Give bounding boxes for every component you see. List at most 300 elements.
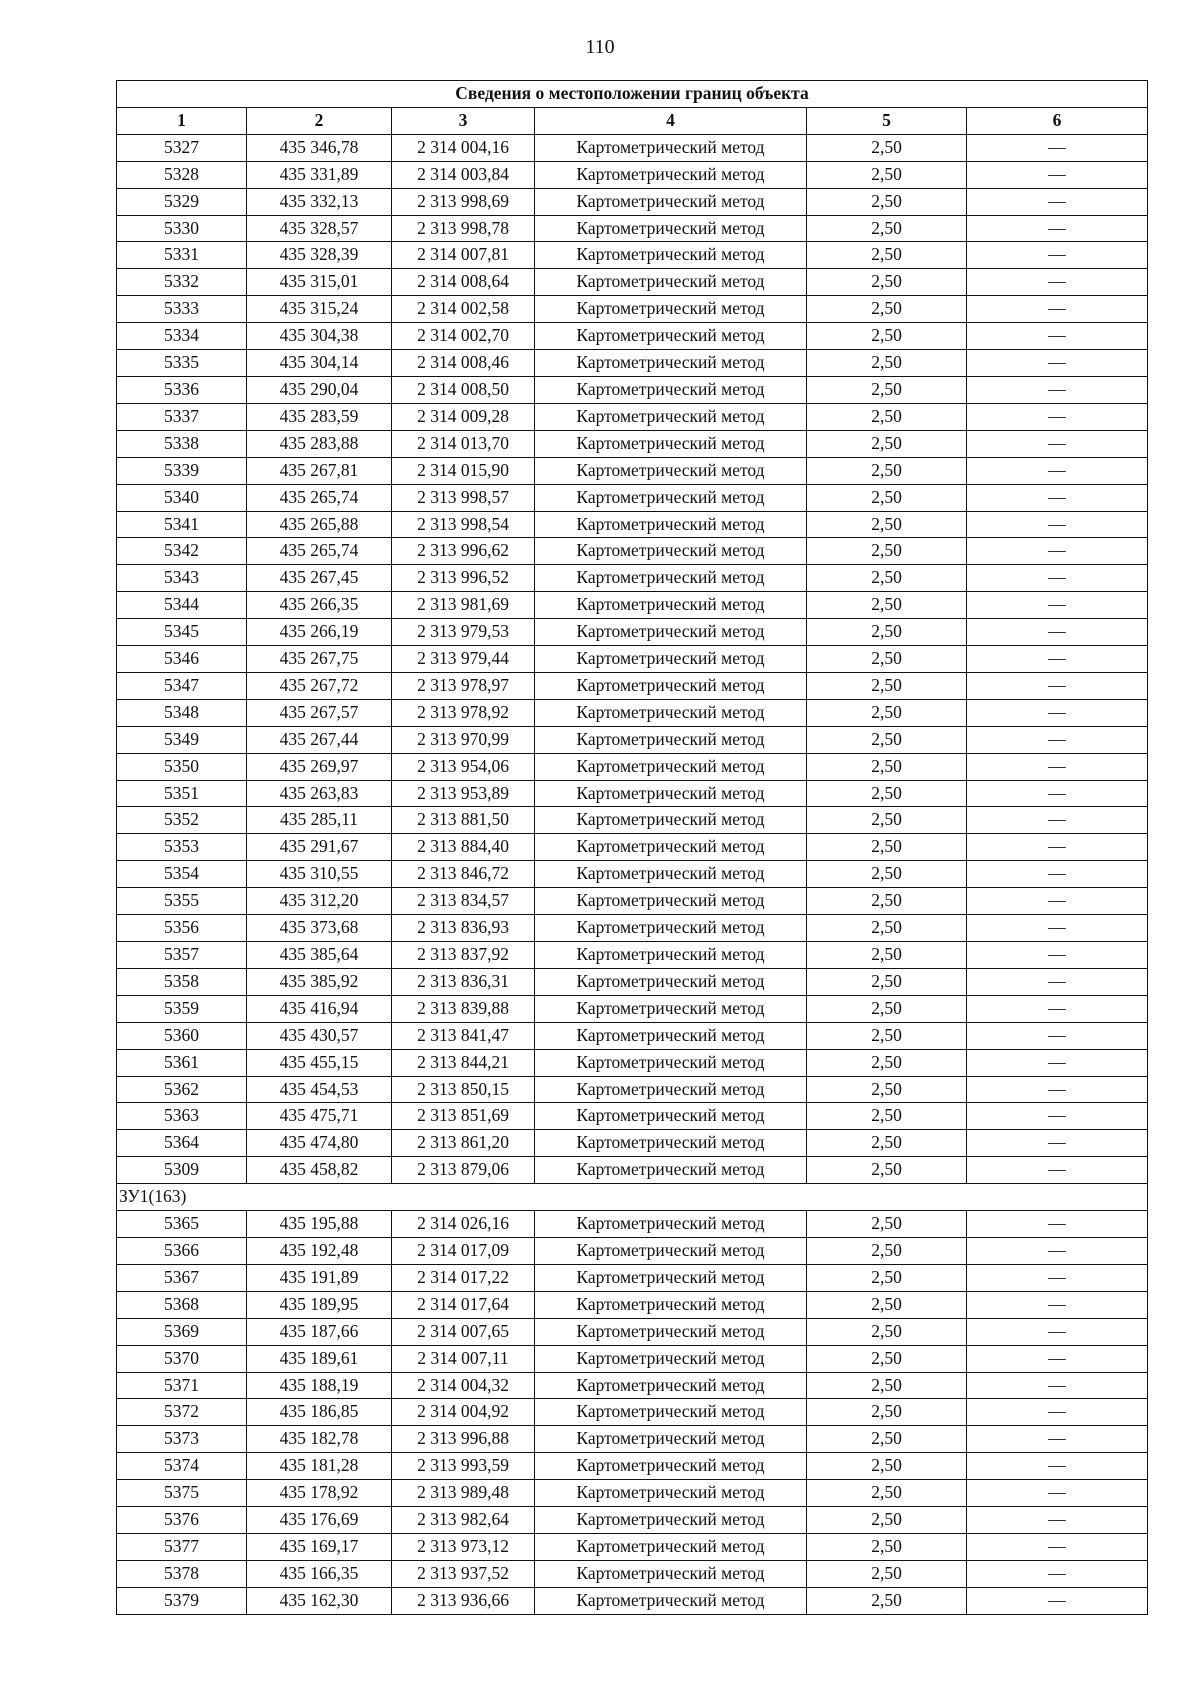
- y-coordinate: 2 314 013,70: [392, 430, 535, 457]
- table-row: [117, 430, 1148, 457]
- point-number: 5360: [117, 1022, 247, 1049]
- determination-method: Картометрический метод: [535, 726, 807, 753]
- description: —: [967, 1426, 1148, 1453]
- point-number: 5336: [117, 376, 247, 403]
- y-coordinate: 2 313 978,97: [392, 672, 535, 699]
- column-number: 4: [535, 107, 807, 134]
- y-coordinate: 2 313 841,47: [392, 1022, 535, 1049]
- y-coordinate: 2 313 846,72: [392, 861, 535, 888]
- y-coordinate: 2 313 973,12: [392, 1533, 535, 1560]
- accuracy-value: 2,50: [807, 1507, 967, 1534]
- accuracy-value: 2,50: [807, 565, 967, 592]
- point-number: 5349: [117, 726, 247, 753]
- page-number: 110: [585, 36, 615, 58]
- table-row: [117, 1103, 1148, 1130]
- description: —: [967, 296, 1148, 323]
- table-row: [117, 646, 1148, 673]
- determination-method: Картометрический метод: [535, 538, 807, 565]
- point-number: 5375: [117, 1480, 247, 1507]
- point-number: 5346: [117, 646, 247, 673]
- accuracy-value: 2,50: [807, 619, 967, 646]
- point-number: 5329: [117, 188, 247, 215]
- determination-method: Картометрический метод: [535, 1533, 807, 1560]
- accuracy-value: 2,50: [807, 1533, 967, 1560]
- x-coordinate: 435 181,28: [247, 1453, 392, 1480]
- accuracy-value: 2,50: [807, 134, 967, 161]
- description: —: [967, 484, 1148, 511]
- determination-method: Картометрический метод: [535, 619, 807, 646]
- x-coordinate: 435 186,85: [247, 1399, 392, 1426]
- table-row: [117, 753, 1148, 780]
- determination-method: Картометрический метод: [535, 430, 807, 457]
- x-coordinate: 435 267,72: [247, 672, 392, 699]
- point-number: 5367: [117, 1264, 247, 1291]
- x-coordinate: 435 291,67: [247, 834, 392, 861]
- table-row: [117, 1345, 1148, 1372]
- table-row: [117, 1318, 1148, 1345]
- x-coordinate: 435 315,01: [247, 269, 392, 296]
- y-coordinate: 2 313 998,57: [392, 484, 535, 511]
- section-label: ЗУ1(163): [117, 1184, 1148, 1211]
- accuracy-value: 2,50: [807, 161, 967, 188]
- accuracy-value: 2,50: [807, 861, 967, 888]
- table-row: [117, 968, 1148, 995]
- accuracy-value: 2,50: [807, 1237, 967, 1264]
- table-row: [117, 1022, 1148, 1049]
- description: —: [967, 1533, 1148, 1560]
- accuracy-value: 2,50: [807, 1453, 967, 1480]
- table-row: [117, 1533, 1148, 1560]
- column-number: 6: [967, 107, 1148, 134]
- table-row: [117, 888, 1148, 915]
- accuracy-value: 2,50: [807, 376, 967, 403]
- accuracy-value: 2,50: [807, 269, 967, 296]
- determination-method: Картометрический метод: [535, 134, 807, 161]
- y-coordinate: 2 314 017,09: [392, 1237, 535, 1264]
- table-row: [117, 726, 1148, 753]
- y-coordinate: 2 313 996,62: [392, 538, 535, 565]
- accuracy-value: 2,50: [807, 672, 967, 699]
- determination-method: Картометрический метод: [535, 484, 807, 511]
- description: —: [967, 780, 1148, 807]
- point-number: 5334: [117, 323, 247, 350]
- description: —: [967, 1211, 1148, 1238]
- y-coordinate: 2 313 836,93: [392, 915, 535, 942]
- determination-method: Картометрический метод: [535, 1587, 807, 1614]
- determination-method: Картометрический метод: [535, 753, 807, 780]
- table-row: [117, 403, 1148, 430]
- table-row: [117, 1560, 1148, 1587]
- table-row: [117, 834, 1148, 861]
- y-coordinate: 2 313 861,20: [392, 1130, 535, 1157]
- determination-method: Картометрический метод: [535, 1560, 807, 1587]
- determination-method: Картометрический метод: [535, 376, 807, 403]
- determination-method: Картометрический метод: [535, 942, 807, 969]
- determination-method: Картометрический метод: [535, 1103, 807, 1130]
- table-row: [117, 1076, 1148, 1103]
- x-coordinate: 435 191,89: [247, 1264, 392, 1291]
- description: —: [967, 457, 1148, 484]
- description: —: [967, 968, 1148, 995]
- determination-method: Картометрический метод: [535, 1480, 807, 1507]
- y-coordinate: 2 313 982,64: [392, 1507, 535, 1534]
- point-number: 5355: [117, 888, 247, 915]
- y-coordinate: 2 314 017,64: [392, 1291, 535, 1318]
- y-coordinate: 2 313 998,69: [392, 188, 535, 215]
- x-coordinate: 435 267,57: [247, 699, 392, 726]
- description: —: [967, 942, 1148, 969]
- table-row: [117, 269, 1148, 296]
- table-row: [117, 1372, 1148, 1399]
- accuracy-value: 2,50: [807, 484, 967, 511]
- description: —: [967, 1157, 1148, 1184]
- point-number: 5342: [117, 538, 247, 565]
- point-number: 5368: [117, 1291, 247, 1318]
- accuracy-value: 2,50: [807, 1345, 967, 1372]
- x-coordinate: 435 458,82: [247, 1157, 392, 1184]
- point-number: 5330: [117, 215, 247, 242]
- y-coordinate: 2 314 004,16: [392, 134, 535, 161]
- y-coordinate: 2 314 008,46: [392, 350, 535, 377]
- description: —: [967, 134, 1148, 161]
- table-row: [117, 672, 1148, 699]
- y-coordinate: 2 313 881,50: [392, 807, 535, 834]
- description: —: [967, 1372, 1148, 1399]
- description: —: [967, 350, 1148, 377]
- description: —: [967, 672, 1148, 699]
- table-row: [117, 188, 1148, 215]
- point-number: 5370: [117, 1345, 247, 1372]
- x-coordinate: 435 285,11: [247, 807, 392, 834]
- accuracy-value: 2,50: [807, 915, 967, 942]
- description: —: [967, 1130, 1148, 1157]
- x-coordinate: 435 454,53: [247, 1076, 392, 1103]
- table-row: [117, 1157, 1148, 1184]
- description: —: [967, 1022, 1148, 1049]
- determination-method: Картометрический метод: [535, 269, 807, 296]
- accuracy-value: 2,50: [807, 888, 967, 915]
- column-number-row: [117, 107, 1148, 134]
- accuracy-value: 2,50: [807, 215, 967, 242]
- x-coordinate: 435 166,35: [247, 1560, 392, 1587]
- x-coordinate: 435 385,64: [247, 942, 392, 969]
- description: —: [967, 565, 1148, 592]
- point-number: 5331: [117, 242, 247, 269]
- description: —: [967, 699, 1148, 726]
- y-coordinate: 2 313 844,21: [392, 1049, 535, 1076]
- table-row: [117, 350, 1148, 377]
- description: —: [967, 807, 1148, 834]
- determination-method: Картометрический метод: [535, 592, 807, 619]
- y-coordinate: 2 314 017,22: [392, 1264, 535, 1291]
- accuracy-value: 2,50: [807, 1103, 967, 1130]
- column-number: 2: [247, 107, 392, 134]
- y-coordinate: 2 314 015,90: [392, 457, 535, 484]
- point-number: 5335: [117, 350, 247, 377]
- determination-method: Картометрический метод: [535, 1130, 807, 1157]
- point-number: 5340: [117, 484, 247, 511]
- description: —: [967, 538, 1148, 565]
- table-row: [117, 565, 1148, 592]
- point-number: 5366: [117, 1237, 247, 1264]
- determination-method: Картометрический метод: [535, 215, 807, 242]
- description: —: [967, 376, 1148, 403]
- y-coordinate: 2 313 993,59: [392, 1453, 535, 1480]
- point-number: 5332: [117, 269, 247, 296]
- table-row: [117, 161, 1148, 188]
- accuracy-value: 2,50: [807, 1157, 967, 1184]
- accuracy-value: 2,50: [807, 699, 967, 726]
- description: —: [967, 1480, 1148, 1507]
- x-coordinate: 435 283,88: [247, 430, 392, 457]
- description: —: [967, 403, 1148, 430]
- y-coordinate: 2 313 979,44: [392, 646, 535, 673]
- point-number: 5365: [117, 1211, 247, 1238]
- x-coordinate: 435 189,61: [247, 1345, 392, 1372]
- description: —: [967, 1399, 1148, 1426]
- table-row: [117, 215, 1148, 242]
- table-row: [117, 538, 1148, 565]
- determination-method: Картометрический метод: [535, 457, 807, 484]
- table-title-row: [117, 81, 1148, 108]
- point-number: 5328: [117, 161, 247, 188]
- table-row: [117, 1049, 1148, 1076]
- accuracy-value: 2,50: [807, 968, 967, 995]
- x-coordinate: 435 195,88: [247, 1211, 392, 1238]
- x-coordinate: 435 416,94: [247, 995, 392, 1022]
- determination-method: Картометрический метод: [535, 672, 807, 699]
- accuracy-value: 2,50: [807, 1076, 967, 1103]
- description: —: [967, 861, 1148, 888]
- section-row: [117, 1184, 1148, 1211]
- determination-method: Картометрический метод: [535, 1345, 807, 1372]
- accuracy-value: 2,50: [807, 592, 967, 619]
- description: —: [967, 1076, 1148, 1103]
- determination-method: Картометрический метод: [535, 1453, 807, 1480]
- table-body: [117, 134, 1148, 1614]
- x-coordinate: 435 266,35: [247, 592, 392, 619]
- x-coordinate: 435 304,14: [247, 350, 392, 377]
- y-coordinate: 2 313 978,92: [392, 699, 535, 726]
- point-number: 5373: [117, 1426, 247, 1453]
- determination-method: Картометрический метод: [535, 1211, 807, 1238]
- accuracy-value: 2,50: [807, 1587, 967, 1614]
- y-coordinate: 2 314 007,11: [392, 1345, 535, 1372]
- table-row: [117, 1507, 1148, 1534]
- table-row: [117, 376, 1148, 403]
- determination-method: Картометрический метод: [535, 1157, 807, 1184]
- table-row: [117, 915, 1148, 942]
- determination-method: Картометрический метод: [535, 350, 807, 377]
- x-coordinate: 435 265,88: [247, 511, 392, 538]
- description: —: [967, 430, 1148, 457]
- determination-method: Картометрический метод: [535, 807, 807, 834]
- description: —: [967, 1264, 1148, 1291]
- point-number: 5347: [117, 672, 247, 699]
- x-coordinate: 435 312,20: [247, 888, 392, 915]
- accuracy-value: 2,50: [807, 1130, 967, 1157]
- description: —: [967, 834, 1148, 861]
- determination-method: Картометрический метод: [535, 861, 807, 888]
- determination-method: Картометрический метод: [535, 1507, 807, 1534]
- determination-method: Картометрический метод: [535, 888, 807, 915]
- description: —: [967, 1345, 1148, 1372]
- description: —: [967, 915, 1148, 942]
- x-coordinate: 435 331,89: [247, 161, 392, 188]
- x-coordinate: 435 346,78: [247, 134, 392, 161]
- point-number: 5359: [117, 995, 247, 1022]
- accuracy-value: 2,50: [807, 753, 967, 780]
- description: —: [967, 995, 1148, 1022]
- table-row: [117, 780, 1148, 807]
- y-coordinate: 2 313 839,88: [392, 995, 535, 1022]
- point-number: 5341: [117, 511, 247, 538]
- description: —: [967, 888, 1148, 915]
- y-coordinate: 2 314 007,65: [392, 1318, 535, 1345]
- y-coordinate: 2 313 879,06: [392, 1157, 535, 1184]
- table-row: [117, 1587, 1148, 1614]
- description: —: [967, 1049, 1148, 1076]
- table-row: [117, 1264, 1148, 1291]
- accuracy-value: 2,50: [807, 1480, 967, 1507]
- accuracy-value: 2,50: [807, 296, 967, 323]
- determination-method: Картометрический метод: [535, 1022, 807, 1049]
- y-coordinate: 2 313 996,88: [392, 1426, 535, 1453]
- accuracy-value: 2,50: [807, 538, 967, 565]
- description: —: [967, 1560, 1148, 1587]
- table-row: [117, 995, 1148, 1022]
- point-number: 5343: [117, 565, 247, 592]
- y-coordinate: 2 313 834,57: [392, 888, 535, 915]
- x-coordinate: 435 178,92: [247, 1480, 392, 1507]
- table-row: [117, 1399, 1148, 1426]
- accuracy-value: 2,50: [807, 780, 967, 807]
- description: —: [967, 646, 1148, 673]
- y-coordinate: 2 314 007,81: [392, 242, 535, 269]
- y-coordinate: 2 313 981,69: [392, 592, 535, 619]
- x-coordinate: 435 162,30: [247, 1587, 392, 1614]
- table-row: [117, 699, 1148, 726]
- y-coordinate: 2 314 004,32: [392, 1372, 535, 1399]
- determination-method: Картометрический метод: [535, 995, 807, 1022]
- determination-method: Картометрический метод: [535, 403, 807, 430]
- point-number: 5363: [117, 1103, 247, 1130]
- description: —: [967, 1291, 1148, 1318]
- accuracy-value: 2,50: [807, 1049, 967, 1076]
- accuracy-value: 2,50: [807, 323, 967, 350]
- x-coordinate: 435 267,44: [247, 726, 392, 753]
- accuracy-value: 2,50: [807, 1291, 967, 1318]
- point-number: 5348: [117, 699, 247, 726]
- x-coordinate: 435 182,78: [247, 1426, 392, 1453]
- x-coordinate: 435 385,92: [247, 968, 392, 995]
- determination-method: Картометрический метод: [535, 296, 807, 323]
- x-coordinate: 435 267,81: [247, 457, 392, 484]
- determination-method: Картометрический метод: [535, 780, 807, 807]
- accuracy-value: 2,50: [807, 726, 967, 753]
- description: —: [967, 215, 1148, 242]
- table-row: [117, 861, 1148, 888]
- y-coordinate: 2 313 989,48: [392, 1480, 535, 1507]
- x-coordinate: 435 373,68: [247, 915, 392, 942]
- x-coordinate: 435 169,17: [247, 1533, 392, 1560]
- determination-method: Картометрический метод: [535, 968, 807, 995]
- description: —: [967, 323, 1148, 350]
- determination-method: Картометрический метод: [535, 242, 807, 269]
- determination-method: Картометрический метод: [535, 565, 807, 592]
- determination-method: Картометрический метод: [535, 1372, 807, 1399]
- x-coordinate: 435 187,66: [247, 1318, 392, 1345]
- table-row: [117, 242, 1148, 269]
- accuracy-value: 2,50: [807, 942, 967, 969]
- point-number: 5337: [117, 403, 247, 430]
- point-number: 5374: [117, 1453, 247, 1480]
- determination-method: Картометрический метод: [535, 834, 807, 861]
- description: —: [967, 753, 1148, 780]
- y-coordinate: 2 314 009,28: [392, 403, 535, 430]
- determination-method: Картометрический метод: [535, 1426, 807, 1453]
- table-row: [117, 1130, 1148, 1157]
- accuracy-value: 2,50: [807, 1211, 967, 1238]
- y-coordinate: 2 314 008,50: [392, 376, 535, 403]
- point-number: 5350: [117, 753, 247, 780]
- point-number: 5361: [117, 1049, 247, 1076]
- point-number: 5353: [117, 834, 247, 861]
- y-coordinate: 2 313 836,31: [392, 968, 535, 995]
- table-row: [117, 1426, 1148, 1453]
- determination-method: Картометрический метод: [535, 646, 807, 673]
- determination-method: Картометрический метод: [535, 1318, 807, 1345]
- y-coordinate: 2 313 954,06: [392, 753, 535, 780]
- accuracy-value: 2,50: [807, 350, 967, 377]
- table-row: [117, 1453, 1148, 1480]
- x-coordinate: 435 310,55: [247, 861, 392, 888]
- accuracy-value: 2,50: [807, 995, 967, 1022]
- description: —: [967, 619, 1148, 646]
- x-coordinate: 435 265,74: [247, 484, 392, 511]
- y-coordinate: 2 314 026,16: [392, 1211, 535, 1238]
- table-row: [117, 457, 1148, 484]
- description: —: [967, 1453, 1148, 1480]
- x-coordinate: 435 267,75: [247, 646, 392, 673]
- point-number: 5333: [117, 296, 247, 323]
- x-coordinate: 435 290,04: [247, 376, 392, 403]
- x-coordinate: 435 269,97: [247, 753, 392, 780]
- y-coordinate: 2 313 851,69: [392, 1103, 535, 1130]
- accuracy-value: 2,50: [807, 1264, 967, 1291]
- point-number: 5356: [117, 915, 247, 942]
- table-row: [117, 807, 1148, 834]
- y-coordinate: 2 313 937,52: [392, 1560, 535, 1587]
- y-coordinate: 2 313 837,92: [392, 942, 535, 969]
- table-row: [117, 296, 1148, 323]
- y-coordinate: 2 313 998,78: [392, 215, 535, 242]
- x-coordinate: 435 455,15: [247, 1049, 392, 1076]
- y-coordinate: 2 314 004,92: [392, 1399, 535, 1426]
- x-coordinate: 435 328,57: [247, 215, 392, 242]
- x-coordinate: 435 263,83: [247, 780, 392, 807]
- table-row: [117, 511, 1148, 538]
- determination-method: Картометрический метод: [535, 161, 807, 188]
- description: —: [967, 161, 1148, 188]
- description: —: [967, 592, 1148, 619]
- column-number: 3: [392, 107, 535, 134]
- point-number: 5371: [117, 1372, 247, 1399]
- y-coordinate: 2 313 970,99: [392, 726, 535, 753]
- x-coordinate: 435 474,80: [247, 1130, 392, 1157]
- x-coordinate: 435 265,74: [247, 538, 392, 565]
- table-row: [117, 619, 1148, 646]
